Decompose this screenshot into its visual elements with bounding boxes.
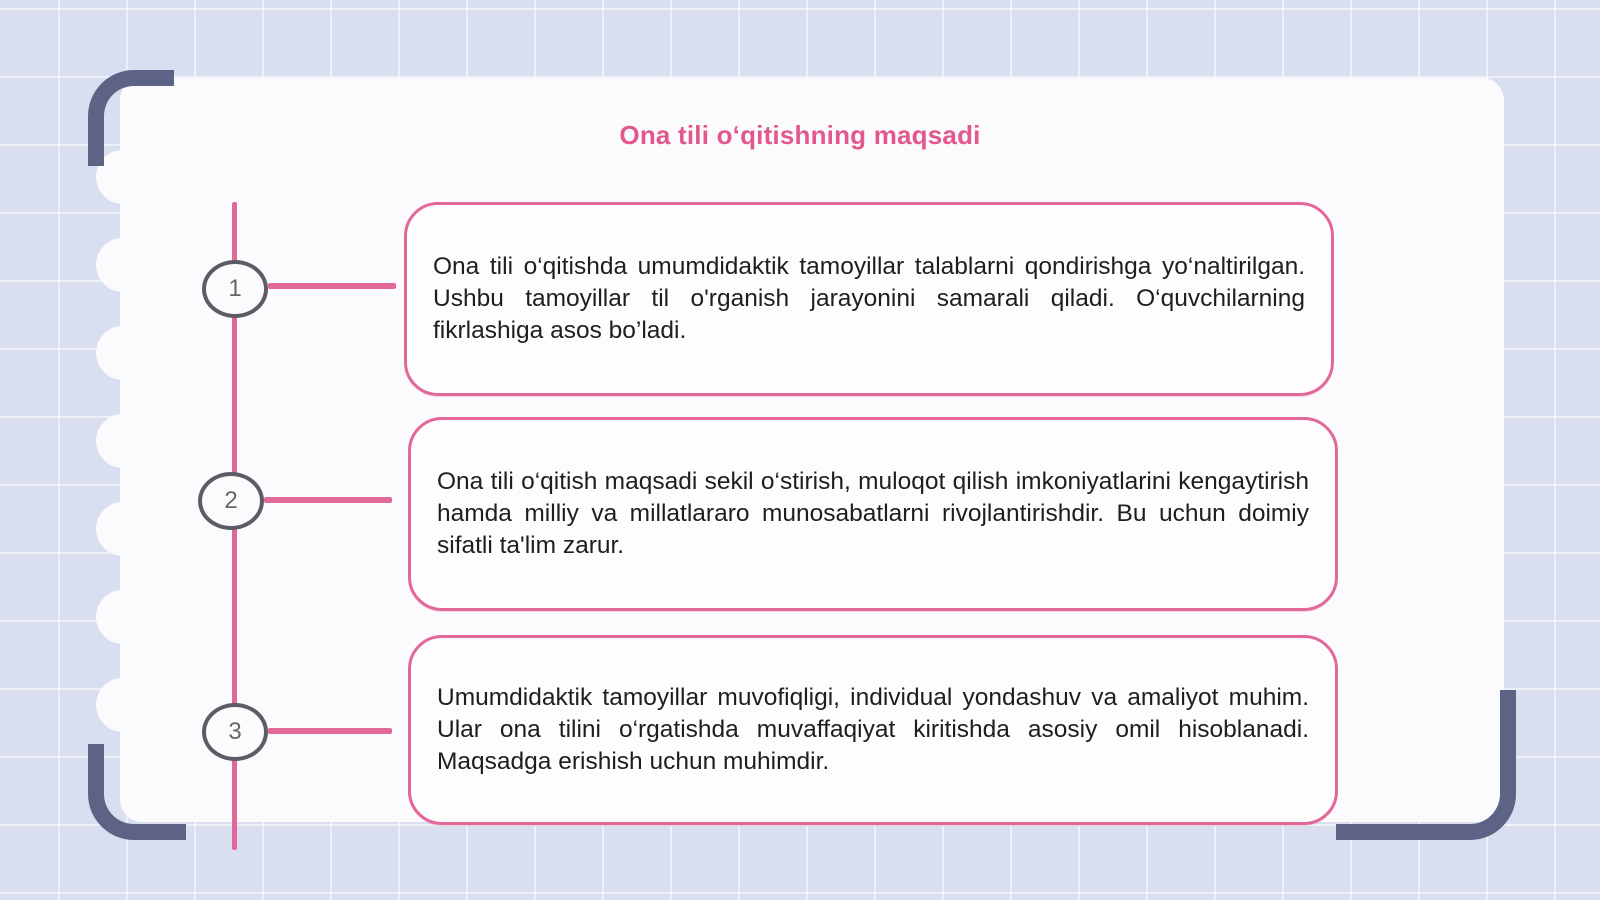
paper-scallop bbox=[96, 326, 156, 380]
step-text-3: Umumdidaktik tamoyillar muvofiqligi, individual yondashuv va amaliyot muhim. Ular ona tilini o‘rgatishda muvaffaqiyat kiritishda asosiy omil hisoblanadi. Maqsadga erishish uchun muhimdir. bbox=[437, 684, 1309, 775]
paper-scallop bbox=[96, 590, 156, 644]
step-box-3 bbox=[408, 635, 1338, 825]
corner-bracket-bottom-right bbox=[1336, 690, 1516, 840]
step-marker-3: 3 bbox=[202, 703, 268, 761]
step-marker-2: 2 bbox=[198, 472, 264, 530]
slide-title: Ona tili oʻqitishning maqsadi bbox=[619, 120, 981, 150]
paper-scallop bbox=[96, 414, 156, 468]
step-box-1 bbox=[404, 202, 1334, 396]
step-box-2 bbox=[408, 417, 1338, 611]
paper-scallop bbox=[96, 678, 156, 732]
paper-scallop bbox=[96, 502, 156, 556]
step-marker-1: 1 bbox=[202, 260, 268, 318]
paper-scallop bbox=[96, 238, 156, 292]
corner-bracket-top-left bbox=[88, 70, 174, 166]
step-text-2: Ona tili o‘qitish maqsadi sekil o‘stirish, muloqot qilish imkoniyatlarini kengaytirish hamda milliy va millatlararo munosabatlarni rivojlantirishdir. Bu uchun doimiy sifatli ta'lim zarur. bbox=[437, 468, 1309, 559]
corner-bracket-bottom-left bbox=[88, 744, 186, 840]
timeline-connector bbox=[264, 497, 392, 503]
timeline-connector bbox=[268, 728, 392, 734]
timeline-connector bbox=[268, 283, 396, 289]
step-text-1: Ona tili o‘qitishda umumdidaktik tamoyillar talablarni qondirishga yo‘naltirilgan. Ushbu tamoyillar til o'rganish jarayonini samarali qiladi. O‘quvchilarning fikrlashiga asos bo’ladi. bbox=[433, 253, 1305, 344]
